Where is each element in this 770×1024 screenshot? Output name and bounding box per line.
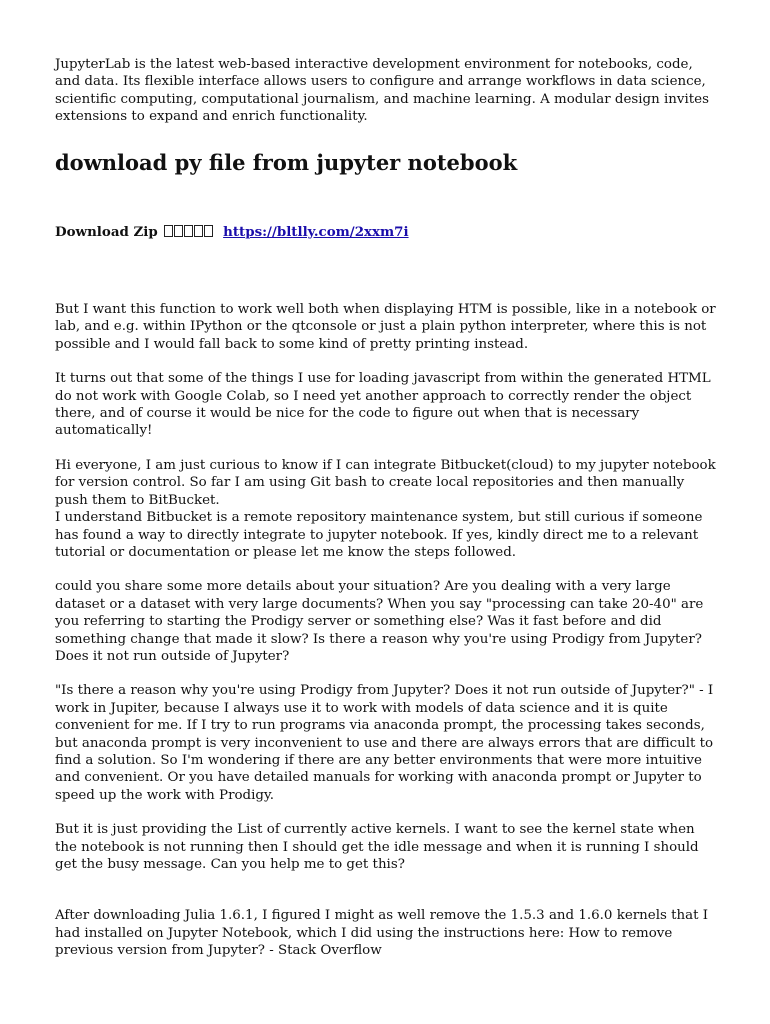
body-paragraph: Hi everyone, I am just curious to know if I can integrate Bitbucket(cloud) to my jupyter notebook for version control. So far I am using Git bash to create local repositories and then manually push them to BitBucket. <box>55 457 716 508</box>
download-link[interactable]: https://bltlly.com/2xxm7i <box>223 223 409 240</box>
missing-glyph-boxes <box>164 224 214 241</box>
body-paragraph: "Is there a reason why you're using Prodigy from Jupyter? Does it not run outside of Jupyter?" - I work in Jupiter, because I always use it to work with models of data science and it is quite convenient for me. If I try to run programs via anaconda prompt, the processing takes seconds, but anaconda prompt is very inconvenient to use and there are always errors that are difficult to find a solution. So I'm wondering if there are any better environments that were more intuitive and convenient. Or you have detailed manuals for working with anaconda prompt or Jupyter to speed up the work with Prodigy. <box>55 683 714 803</box>
body-paragraph: But I want this function to work well both when displaying HTM is possible, like in a notebook or lab, and e.g. within IPython or the qtconsole or just a plain python interpreter, where this is not possible and I would fall back to some kind of pretty printing instead. <box>55 302 716 352</box>
intro-paragraph: JupyterLab is the latest web-based interactive development environment for notebooks, code, and data. Its flexible interface allows users to configure and arrange workflows in data science, scientific computing, computational journalism, and machine learning. A modular design invites extensions to expand and enrich functionality. <box>55 57 709 125</box>
body-paragraph: It turns out that some of the things I use for loading javascript from within the generated HTML do not work with Google Colab, so I need yet another approach to correctly render the object there, and of course it would be nice for the code to figure out when that is necessary automatically! <box>55 371 711 439</box>
body-paragraph: After downloading Julia 1.6.1, I figured I might as well remove the 1.5.3 and 1.6.0 kernels that I had installed on Jupyter Notebook, which I did using the instructions here: How to remove previous version from Jupyter? - Stack Overflow <box>55 908 709 959</box>
document-page <box>55 56 717 960</box>
download-label: Download Zip <box>55 223 158 240</box>
download-line <box>55 224 717 241</box>
page-title: download py file from jupyter notebook <box>55 149 518 175</box>
body-paragraph: could you share some more details about your situation? Are you dealing with a very large dataset or a dataset with very large documents? When you say "processing can take 20-40" are you referring to starting the Prodigy server or something else? Was it fast before and did something change that made it slow? Is there a reason why you're using Prodigy from Jupyter? Does it not run outside of Jupyter? <box>55 579 704 664</box>
body-paragraph: I understand Bitbucket is a remote repository maintenance system, but still curious if someone has found a way to directly integrate to jupyter notebook. If yes, kindly direct me to a relevant tutorial or documentation or please let me know the steps followed. <box>55 510 703 560</box>
body-paragraph: But it is just providing the List of currently active kernels. I want to see the kernel state when the notebook is not running then I should get the idle message and when it is running I should get the busy message. Can you help me to get this? <box>55 822 699 872</box>
